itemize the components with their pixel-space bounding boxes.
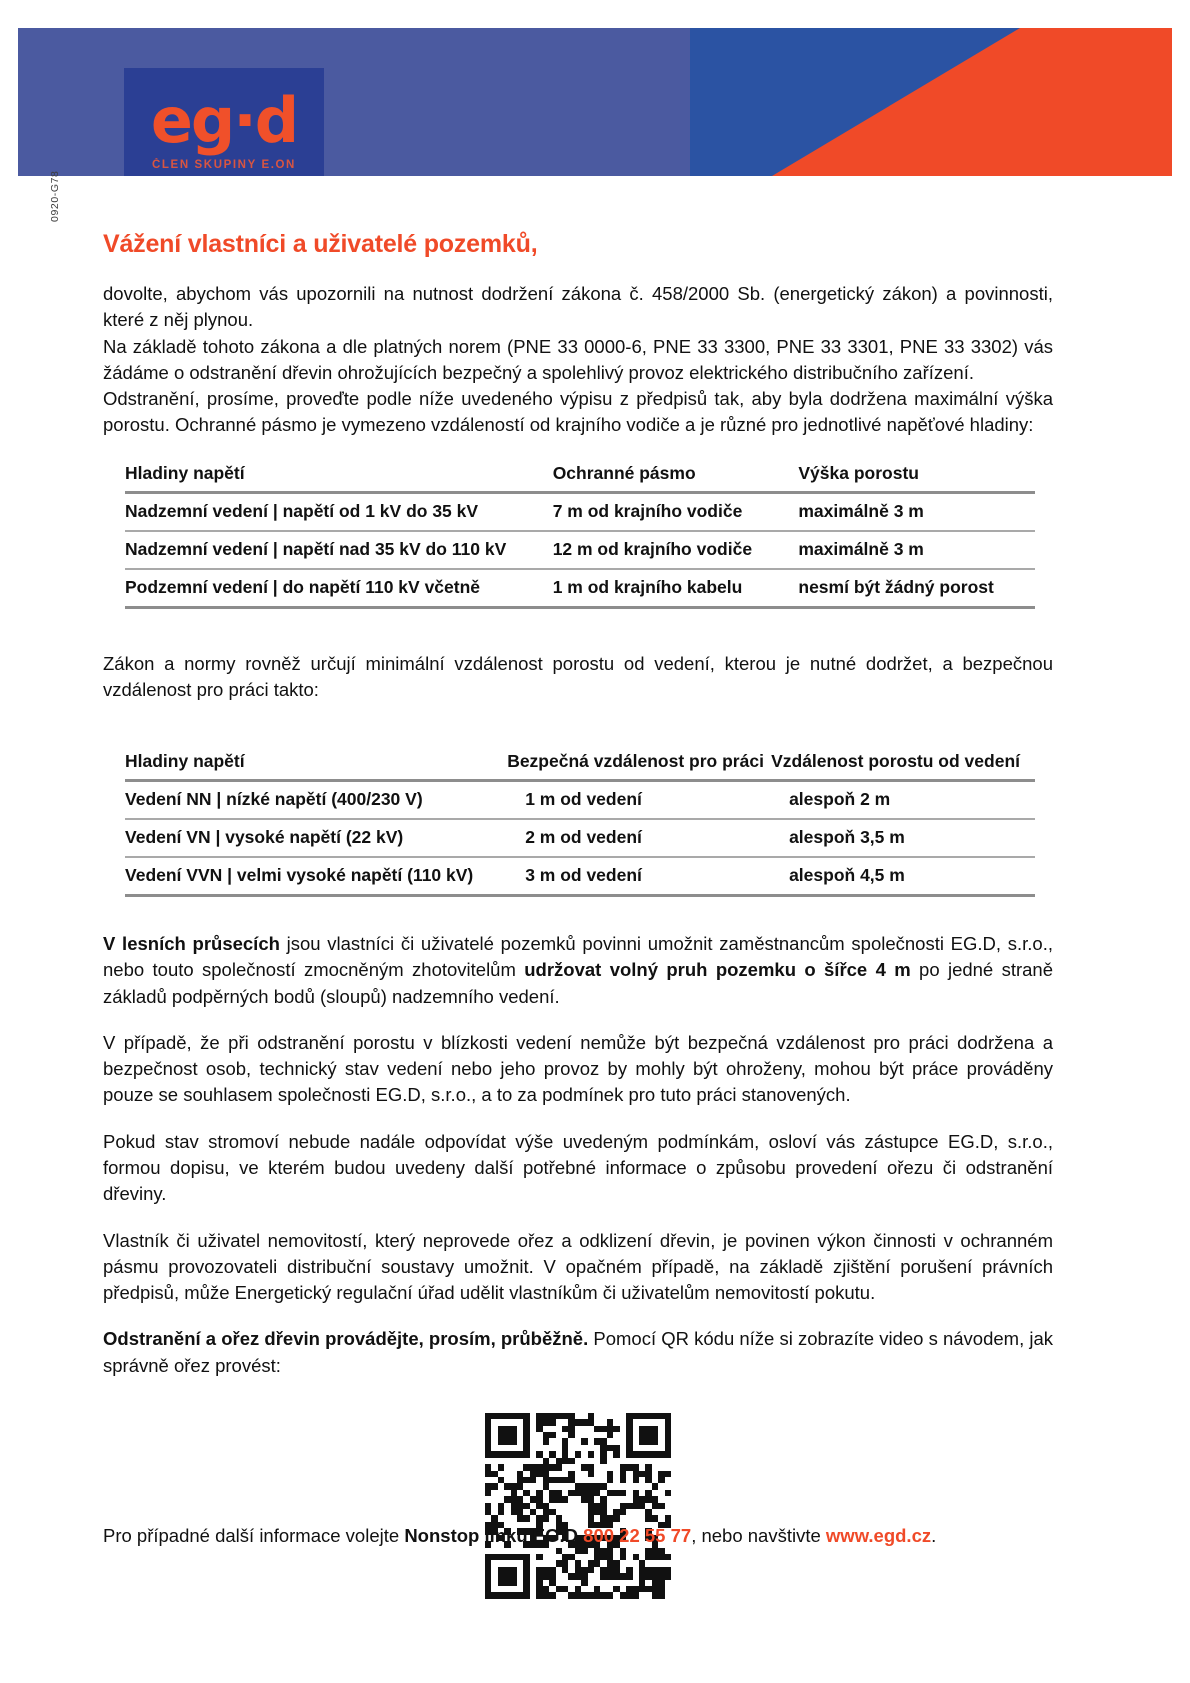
footer-website-link[interactable]: www.egd.cz: [825, 1525, 932, 1546]
mid-paragraph: Zákon a normy rovněž určují minimální vzdálenost porostu od vedení, kterou je nutné dodržet, a bezpečnou vzdálenost pro práci takto:: [103, 652, 1053, 700]
table1-cell: Nadzemní vedení | napětí od 1 kV do 35 kV: [125, 500, 479, 521]
footer-mid-text: , nebo navštivte: [691, 1525, 826, 1546]
body-paragraph-2: V případě, že při odstranění porostu v blízkosti vedení nemůže být bezpečná vzdálenost pro práci dodržena a bezpečnost osob, technický stav vedení nebo jeho provoz by mohly být ohroženy, mohou být práce prováděny pouze se souhlasem společnosti EG.D, s.r.o., a to za podmínek pro tuto práci stanovených.: [103, 1031, 1053, 1106]
table-row: [125, 531, 1035, 569]
safe-distance-table: [125, 749, 1035, 897]
body-paragraph-5: [103, 1326, 1053, 1379]
footer-pre-text: Pro případné další informace volejte: [103, 1525, 405, 1546]
table1-cell: 1 m od krajního kabelu: [552, 576, 743, 597]
body-paragraph-3: Pokud stav stromoví nebude nadále odpovídat výše uvedeným podmínkám, osloví vás zástupce EG.D, s.r.o., formou dopisu, ve kterém budou uvedeny další potřebné informace o způsobu provedení ořezu či odstranění dřeviny.: [103, 1130, 1053, 1205]
logo-wordmark: eg·d: [150, 84, 298, 158]
table1-cell: maximálně 3 m: [798, 500, 924, 521]
table2-header-cell: Hladiny napětí: [125, 751, 245, 772]
table1-header-cell: Ochranné pásmo: [552, 462, 696, 483]
table2-cell: alespoň 3,5 m: [789, 827, 905, 848]
footer-contact: [103, 1525, 1083, 1547]
table2-head: [125, 749, 1035, 781]
table1-cell: 12 m od krajního vodiče: [552, 538, 753, 559]
table-row: [125, 569, 1035, 608]
table1-cell: Nadzemní vedení | napětí nad 35 kV do 110 kV: [125, 538, 507, 559]
table2-cell: Vedení NN | nízké napětí (400/230 V): [125, 789, 423, 810]
table2-header-row: [125, 749, 1035, 781]
table2-cell: Vedení VN | vysoké napětí (22 kV): [125, 827, 404, 848]
forest-strip-bold: udržovat volný pruh pozemku o šířce 4 m: [524, 959, 911, 981]
intro-paragraph-1: dovolte, abychom vás upozornili na nutnost dodržení zákona č. 458/2000 Sb. (energetický zákon) a povinnosti, které z něj plynou.: [103, 283, 1053, 331]
table1-header-cell: Výška porostu: [798, 462, 919, 483]
table-row: [125, 857, 1035, 896]
table1-header-cell: Hladiny napětí: [125, 462, 245, 483]
footer-end-text: .: [931, 1525, 937, 1546]
table1-cell: maximálně 3 m: [798, 538, 924, 559]
table2-header-cell: Vzdálenost porostu od vedení: [771, 751, 1020, 772]
table1-header-row: [125, 461, 1035, 493]
table1-cell: Podzemní vedení | do napětí 110 kV včetně: [125, 576, 481, 597]
safe-distance-table-wrap: [125, 749, 1035, 897]
table2-header-cell: Bezpečná vzdálenost pro práci: [507, 751, 764, 772]
table2-cell: 1 m od vedení: [525, 789, 642, 810]
table-row: [125, 819, 1035, 857]
footer-phone-number[interactable]: 800 22 55 77: [583, 1525, 692, 1546]
removal-instruction-bold: Odstranění a ořez dřevin provádějte, prosím, průběžně.: [103, 1328, 589, 1350]
qr-code-area: [103, 1413, 1053, 1599]
table-row: [125, 781, 1035, 820]
qr-code-video-navod[interactable]: [485, 1413, 671, 1599]
table2-cell: Vedení VVN | velmi vysoké napětí (110 kV): [125, 865, 474, 886]
page-title: Vážení vlastníci a uživatelé pozemků,: [103, 230, 538, 258]
table1-head: [125, 461, 1035, 493]
forest-end-text: po jedné straně základů podpěrných bodů (sloupů) nadzemního vedení.: [103, 959, 1053, 1007]
body-paragraph-4: Vlastník či uživatel nemovitostí, který neprovede ořez a odklizení dřevin, je povinen výkon činnosti v ochranném pásmu provozovateli distribuční soustavy umožnit. V opačném případě, na základě zjištění porušení právních předpisů, může Energetický regulační úřad udělit vlastníkům či uživatelům nemovitostí pokutu.: [103, 1229, 1053, 1304]
forest-lead-bold: V lesních průsecích: [103, 933, 280, 955]
table2-body: [125, 781, 1035, 896]
protection-zone-table-wrap: [125, 461, 1035, 609]
forest-mid-text: jsou vlastníci či uživatelé pozemků povinni umožnit zaměstnancům společnosti EG.D, s.r.o., nebo touto společností zmocněným zhotovitelům: [103, 933, 1053, 981]
table2-cell: 3 m od vedení: [525, 865, 642, 886]
forest-paragraph: [103, 931, 1053, 1010]
document-code: 0920-G78: [49, 170, 61, 222]
header-banner: [18, 28, 1172, 176]
protection-zone-table: [125, 461, 1035, 609]
table1-cell: nesmí být žádný porost: [798, 576, 994, 597]
intro-paragraph-2: Na základě tohoto zákona a dle platných norem (PNE 33 0000-6, PNE 33 3300, PNE 33 3301, PNE 33 3302) vás žádáme o odstranění dřevin ohrožujících bezpečný a spolehlivý provoz elektrického distribučního zařízení.: [103, 335, 1053, 383]
table2-cell: alespoň 2 m: [789, 789, 891, 810]
removal-instruction-rest: Pomocí QR kódu níže si zobrazíte video s návodem, jak správně ořez provést:: [103, 1328, 1054, 1376]
table-row: [125, 492, 1035, 531]
intro-paragraph-3: Odstranění, prosíme, proveďte podle níže uvedeného výpisu z předpisů tak, aby byla dodržena maximální výška porostu. Ochranné pásmo je vymezeno vzdáleností od krajního vodiče a je různé pro jednotlivé napěťové hladiny:: [103, 388, 1053, 436]
egd-logo: [124, 68, 324, 176]
logo-subtitle: ČLEN SKUPINY E.ON: [152, 158, 296, 171]
banner-left-panel: [18, 28, 690, 176]
table2-cell: 2 m od vedení: [525, 827, 642, 848]
table2-cell: alespoň 4,5 m: [789, 865, 905, 886]
document-body: [103, 230, 1053, 1599]
footer-hotline-label: Nonstop linku EG.D: [404, 1525, 584, 1546]
table1-cell: 7 m od krajního vodiče: [552, 500, 743, 521]
table1-body: [125, 492, 1035, 607]
